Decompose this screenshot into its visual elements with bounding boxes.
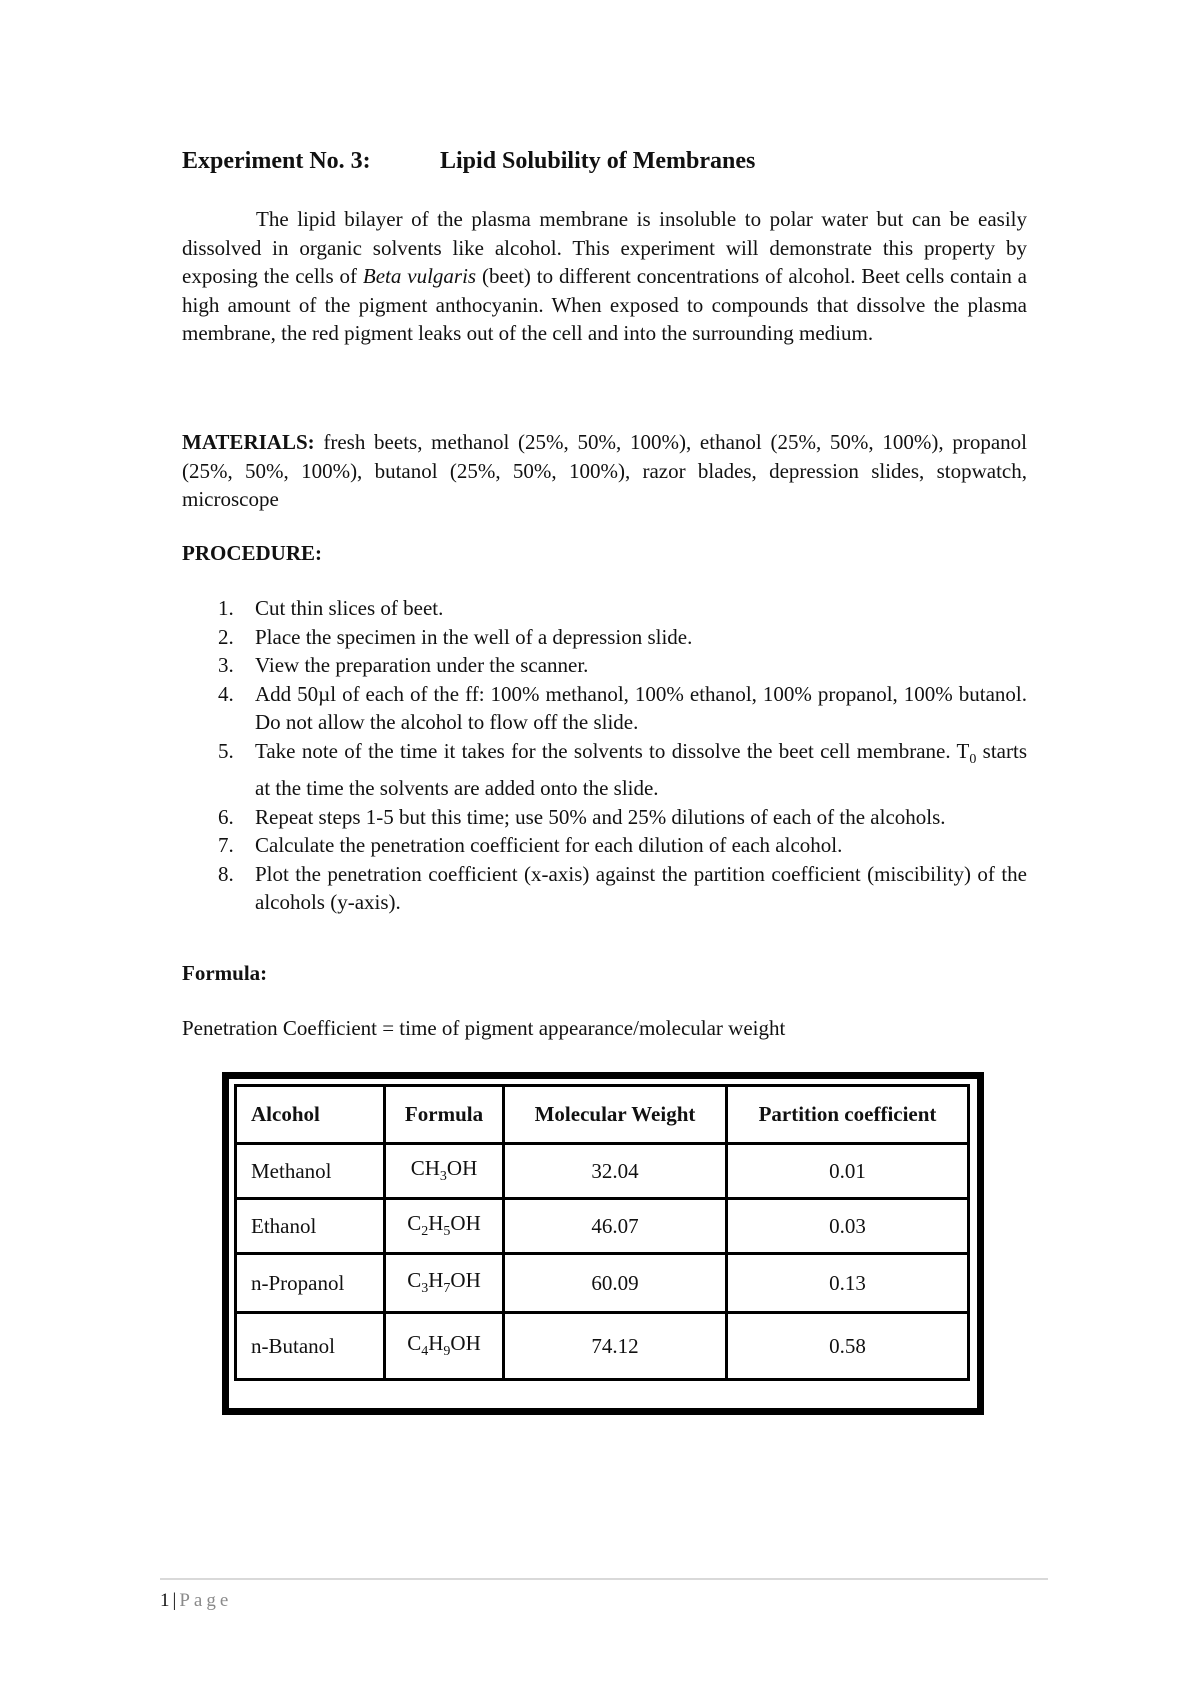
step-text: Plot the penetration coefficient (x-axis) against the partition coefficient (miscibility) of the alcohols (y-axis).	[255, 861, 1027, 915]
alcohol-table	[234, 1084, 970, 1381]
step-text: Cut thin slices of beet.	[255, 596, 444, 620]
page-footer	[160, 1590, 232, 1612]
formula-text: Penetration Coefficient = time of pigment appearance/molecular weight	[182, 1016, 786, 1040]
intro-paragraph	[182, 205, 1027, 348]
formula-heading: Formula:	[182, 961, 268, 985]
table-row	[236, 1199, 969, 1254]
step-number: 8.	[218, 861, 234, 886]
step-text: Add 50µl of each of the ff: 100% methanol, 100% ethanol, 100% propanol, 100% butanol. Do not allow the alcohol to flow off the slide.	[255, 681, 1027, 734]
step-number: 7.	[218, 833, 234, 858]
table-row	[236, 1144, 969, 1199]
cell-partition-coefficient: 0.13	[727, 1254, 969, 1313]
procedure-step	[182, 831, 1027, 860]
table-row	[236, 1254, 969, 1313]
step-text-continued: starts at the time the solvents are added onto the slide.	[255, 738, 1027, 801]
cell-alcohol: n-Butanol	[236, 1313, 385, 1380]
cell-partition-coefficient: 0.01	[727, 1144, 969, 1199]
page-label: Page	[179, 1590, 233, 1611]
alcohol-table-frame	[222, 1072, 984, 1415]
cell-formula: $C_3H_7OH$	[385, 1254, 504, 1313]
step-text: View the preparation under the scanner.	[255, 653, 589, 677]
cell-alcohol: Ethanol	[236, 1199, 385, 1254]
procedure-step	[182, 594, 1027, 623]
cell-formula: $CH_3OH$	[385, 1144, 504, 1199]
column-header-formula: Formula	[385, 1086, 504, 1144]
step-number: 4.	[218, 681, 234, 706]
cell-molecular-weight: 46.07	[504, 1199, 727, 1254]
step-text: Place the specimen in the well of a depression slide.	[255, 624, 693, 649]
procedure-step	[182, 651, 1027, 680]
step-number: 2.	[218, 624, 234, 649]
materials-label: MATERIALS:	[182, 430, 315, 454]
cell-alcohol: Methanol	[236, 1144, 385, 1199]
page-number: 1	[160, 1590, 170, 1611]
step-text: Calculate the penetration coefficient for each dilution of each alcohol.	[255, 833, 843, 858]
cell-molecular-weight: 74.12	[504, 1313, 727, 1380]
cell-alcohol: n-Propanol	[236, 1254, 385, 1313]
procedure-step	[182, 623, 1027, 652]
table-header-row	[236, 1086, 969, 1144]
procedure-steps	[182, 594, 1027, 917]
page-title	[182, 148, 755, 175]
procedure-step	[182, 680, 1027, 737]
intro-text-2: (beet) to different concentrations of alcohol. Beet cells contain a high amount of the pigment anthocyanin. When exposed to compounds that dissolve the plasma membrane, the red pigment leaks out of the cell and into the surrounding medium.	[182, 264, 1027, 345]
footer-divider	[160, 1578, 1048, 1580]
materials-text: fresh beets, methanol (25%, 50%, 100%), ethanol (25%, 50%, 100%), propanol (25%, 50%, 100%), butanol (25%, 50%, 100%), razor blades, depression slides, stopwatch, microscope	[182, 430, 1027, 511]
column-header-partition-coefficient: Partition coefficient	[727, 1086, 969, 1144]
cell-partition-coefficient: 0.58	[727, 1313, 969, 1380]
species-name: Beta vulgaris	[362, 264, 477, 288]
step-text: Repeat steps 1-5 but this time; use 50% and 25% dilutions of each of the alcohols.	[255, 804, 946, 829]
procedure-step	[182, 737, 1027, 803]
experiment-title: Lipid Solubility of Membranes	[440, 148, 756, 174]
t-subscript: 0	[969, 751, 977, 767]
intro-text-1: The lipid bilayer of the plasma membrane is insoluble to polar water but can be easily dissolved in organic solvents like alcohol. This experiment will demonstrate this property by exposing the cells of	[182, 207, 1027, 288]
procedure-step	[182, 803, 1027, 832]
cell-partition-coefficient: 0.03	[727, 1199, 969, 1254]
step-text: Take note of the time it takes for the solvents to dissolve the beet cell membrane. T	[255, 738, 970, 763]
cell-molecular-weight: 32.04	[504, 1144, 727, 1199]
step-number: 6.	[218, 804, 234, 829]
step-number: 1.	[218, 596, 234, 620]
step-number: 5.	[218, 738, 234, 763]
cell-formula: $C_4H_9OH$	[385, 1313, 504, 1380]
procedure-heading: PROCEDURE:	[182, 541, 322, 565]
table-row	[236, 1313, 969, 1380]
footer-separator: |	[172, 1590, 177, 1611]
column-header-alcohol: Alcohol	[236, 1086, 385, 1144]
procedure-step	[182, 860, 1027, 917]
column-header-molecular-weight: Molecular Weight	[504, 1086, 727, 1144]
cell-molecular-weight: 60.09	[504, 1254, 727, 1313]
cell-formula: $C_2H_5OH$	[385, 1199, 504, 1254]
step-number: 3.	[218, 653, 234, 677]
experiment-number: Experiment No. 3:	[182, 148, 371, 174]
materials-paragraph	[182, 428, 1027, 514]
